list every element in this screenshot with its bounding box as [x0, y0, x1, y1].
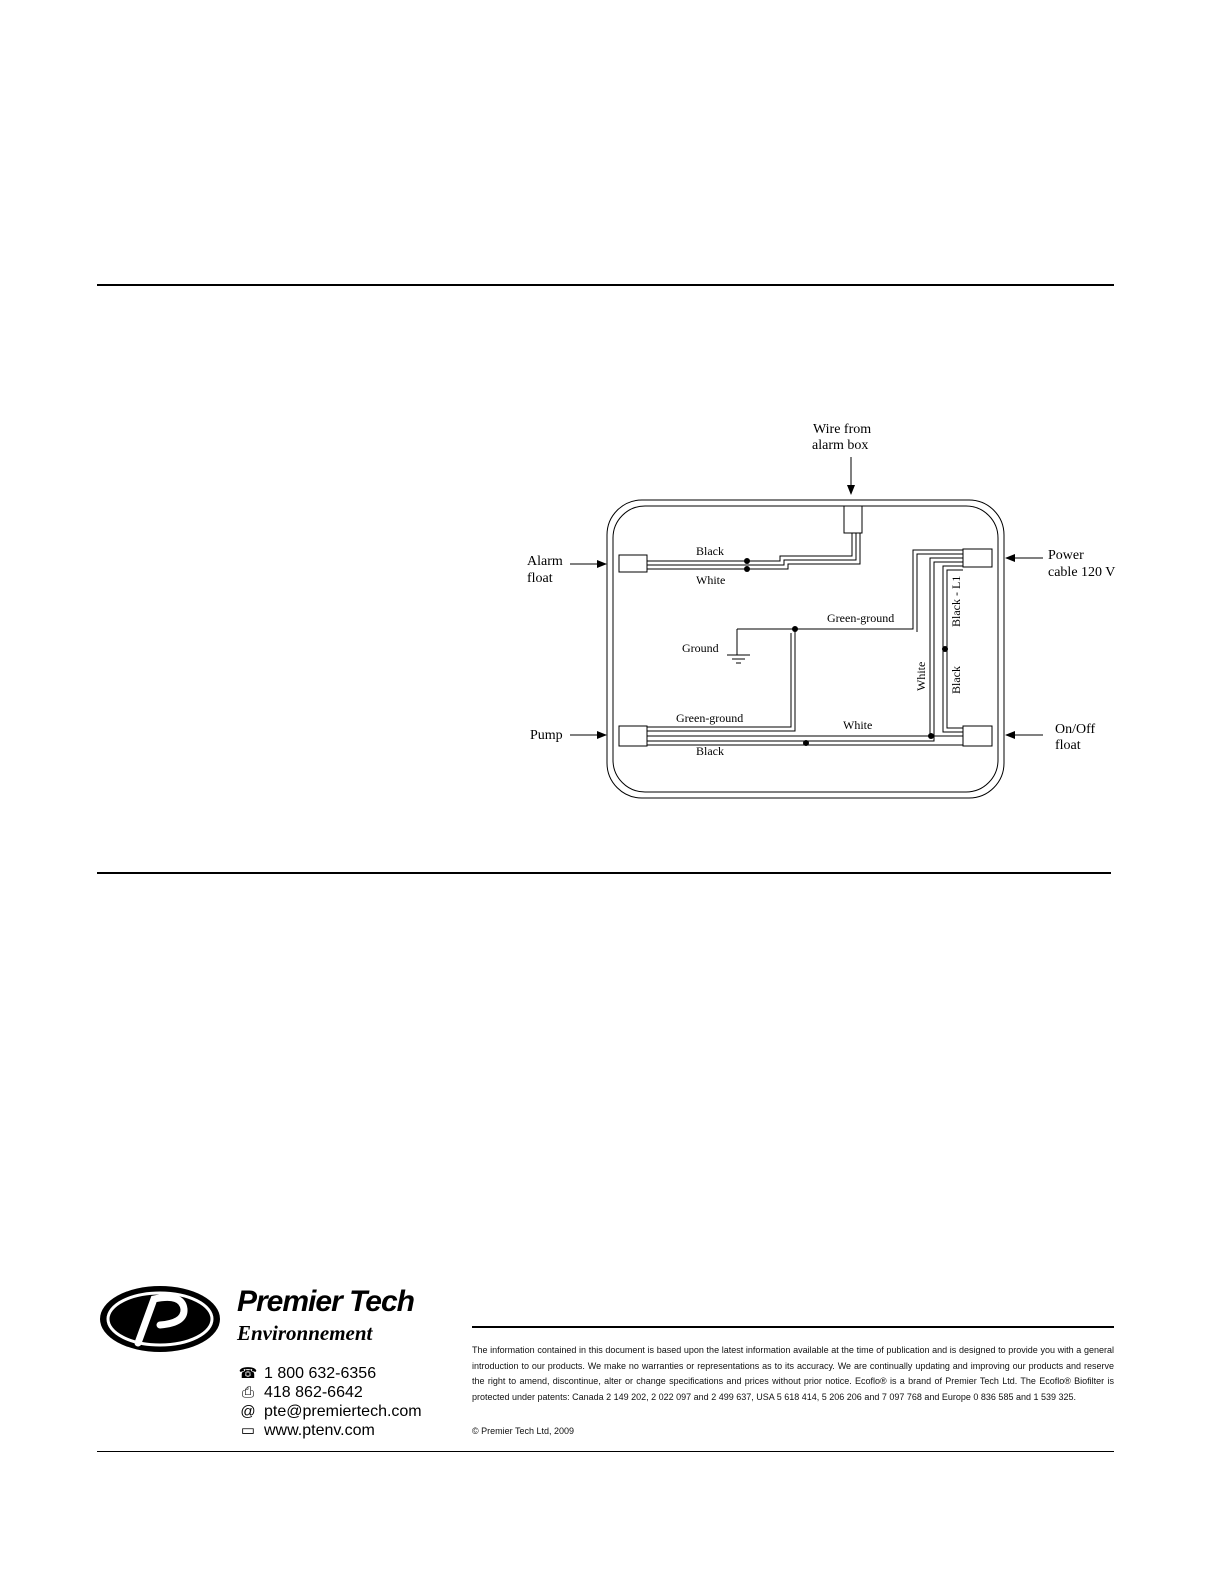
- wire-label-white-vertical: White: [914, 661, 928, 691]
- wire-label-black-l1: Black - L1: [949, 575, 963, 627]
- contact-email: [238, 1402, 422, 1422]
- contact-phone-text: 1 800 632-6356: [264, 1365, 377, 1382]
- label-alarm-box: alarm box: [812, 438, 869, 453]
- contact-fax: [238, 1383, 363, 1403]
- wire-label-green-ground-mid: Green-ground: [827, 611, 895, 625]
- wire-label-white-bottom: White: [843, 718, 873, 732]
- label-power: Power: [1048, 548, 1084, 563]
- computer-icon: ▭: [240, 1422, 256, 1439]
- contact-phone: [238, 1364, 376, 1384]
- brand-subname: Environnement: [237, 1321, 373, 1345]
- label-pump: Pump: [530, 728, 563, 743]
- label-alarm: Alarm: [527, 554, 563, 569]
- premier-tech-logo: [98, 1283, 222, 1355]
- wire-label-green-ground-bottom: Green-ground: [676, 711, 744, 725]
- label-cable-120v: cable 120 V: [1048, 565, 1116, 580]
- wire-label-black-top: Black: [696, 544, 724, 558]
- brand-name: Premier Tech: [237, 1285, 414, 1318]
- at-icon: @: [240, 1403, 256, 1420]
- phone-icon: ☎: [238, 1365, 258, 1382]
- wire-label-black-bottom: Black: [696, 744, 724, 758]
- label-wire-from: Wire from: [813, 422, 872, 437]
- copyright: © Premier Tech Ltd, 2009: [472, 1426, 575, 1436]
- disclaimer-text: The information contained in this document is based upon the latest information available at the time of publication and is designed to provide you with a general introduction to our products. We make no warranties or representations as to its accuracy. We are continually updating and improving our products and reserve the right to amend, discontinue, alter or change specifications and prices without prior notice. Ecoflo® is a brand of Premier Tech Ltd. The Ecoflo® Biofilter is protected under patents: Canada 2 149 202, 2 022 097 and 2 499 637, USA 5 618 414, 5 206 206 and 7 097 768 and Europe 0 836 585 and 1 539 325.: [472, 1345, 1114, 1402]
- contact-website-text[interactable]: www.ptenv.com: [264, 1422, 375, 1439]
- disclaimer-divider: [472, 1326, 1114, 1328]
- label-on-off-float: float: [1055, 738, 1081, 753]
- contact-fax-text: 418 862-6642: [264, 1384, 363, 1401]
- label-on-off: On/Off: [1055, 722, 1096, 737]
- arrows: [570, 457, 1043, 735]
- contact-email-text[interactable]: pte@premiertech.com: [264, 1403, 422, 1420]
- cable-entries: [619, 506, 992, 746]
- wire-label-black-vertical: Black: [949, 666, 963, 694]
- wire-label-white-top: White: [696, 573, 726, 587]
- wire-label-ground: Ground: [682, 641, 719, 655]
- label-alarm-float: float: [527, 571, 553, 586]
- fax-icon: ⎙: [241, 1384, 254, 1401]
- contact-website: [238, 1421, 375, 1441]
